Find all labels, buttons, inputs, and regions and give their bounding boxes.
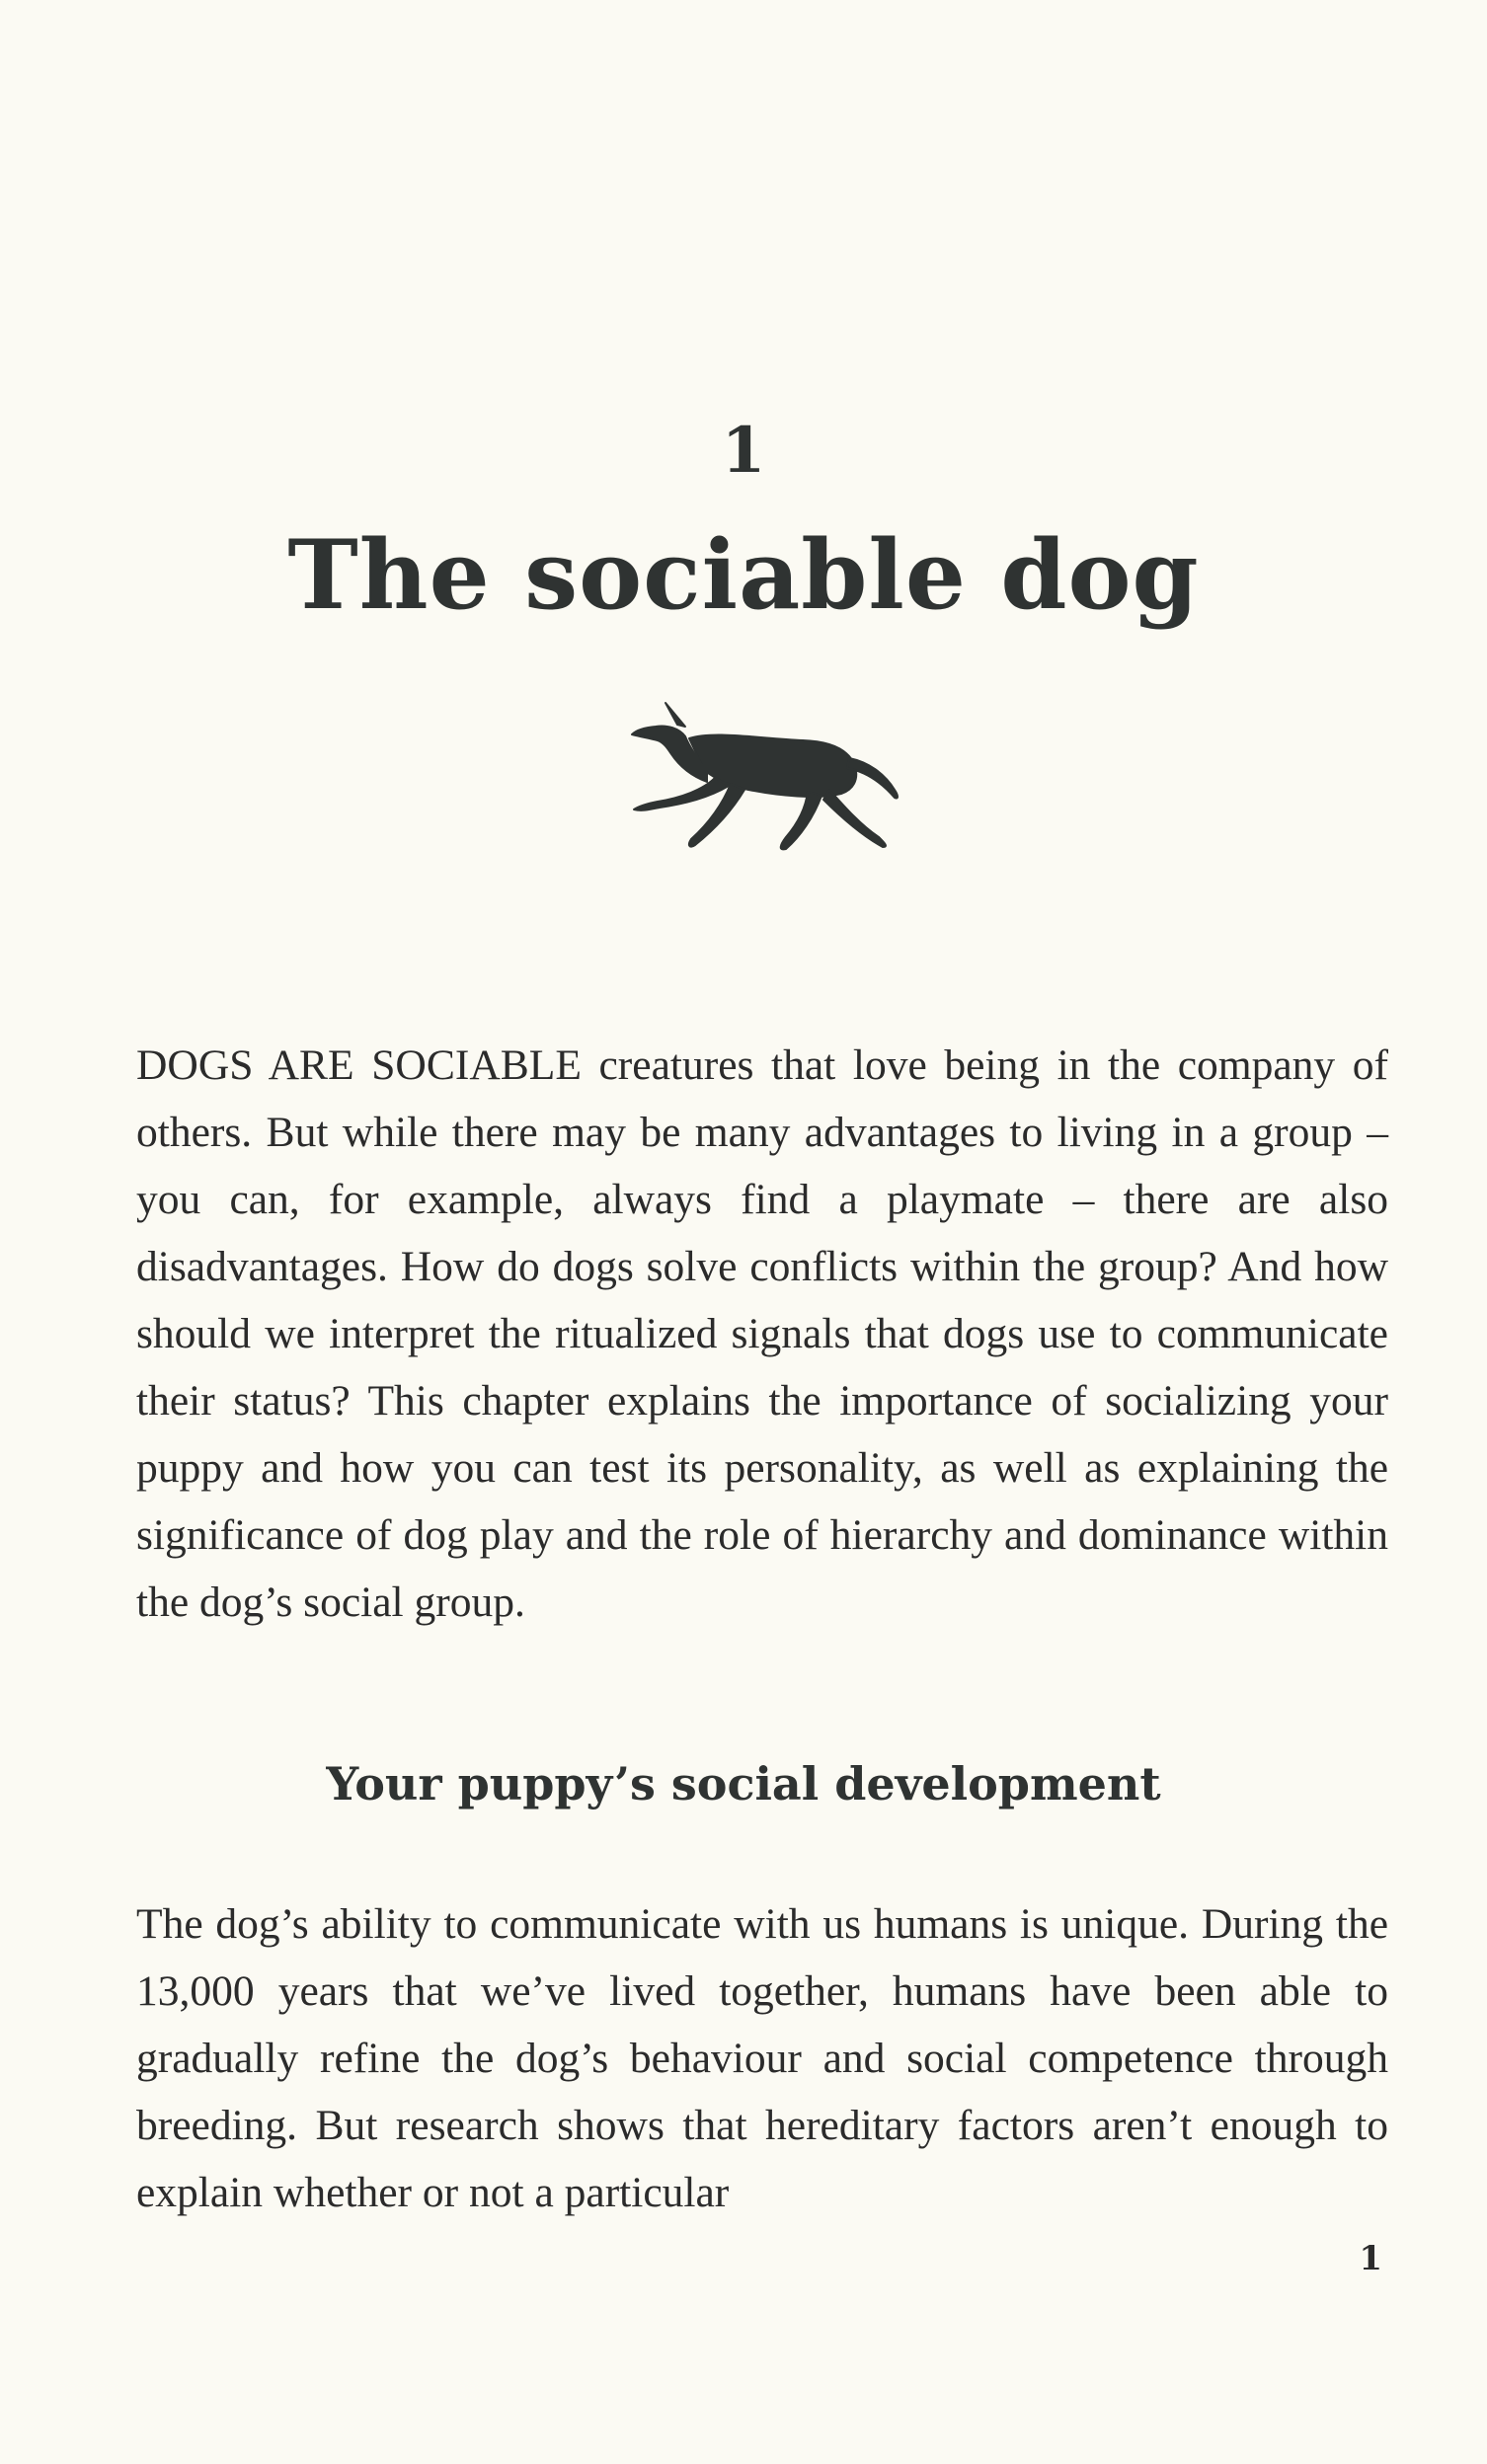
running-dog-icon xyxy=(620,679,916,867)
section-paragraph: The dog’s ability to communicate with us humans is unique. During the 13,000 years that we’ve lived together, humans have been able to gradually refine the dog’s behaviour and social competence through breeding. But research shows that hereditary factors aren’t enough to explain whether or not a particular xyxy=(136,1900,1388,2216)
intro-paragraph: DOGS ARE SOCIABLE creatures that love being in the company of others. But while there may be many advantages to living in a group – you can, for example, always find a playmate – there are also disadvantages. How do dogs solve conflicts within the group? And how should we interpret the ritualized signals that dogs use to communicate their status? This chapter explains the importance of socializing your puppy and how you can test its personality, as well as explaining the significance of dog play and the role of hierarchy and dominance within the dog’s social group. xyxy=(136,1041,1388,1626)
chapter-title: The sociable dog xyxy=(287,519,1200,631)
chapter-number: 1 xyxy=(721,414,766,488)
section-heading: Your puppy’s social development xyxy=(326,1757,1161,1810)
page-number: 1 xyxy=(1359,2239,1382,2278)
